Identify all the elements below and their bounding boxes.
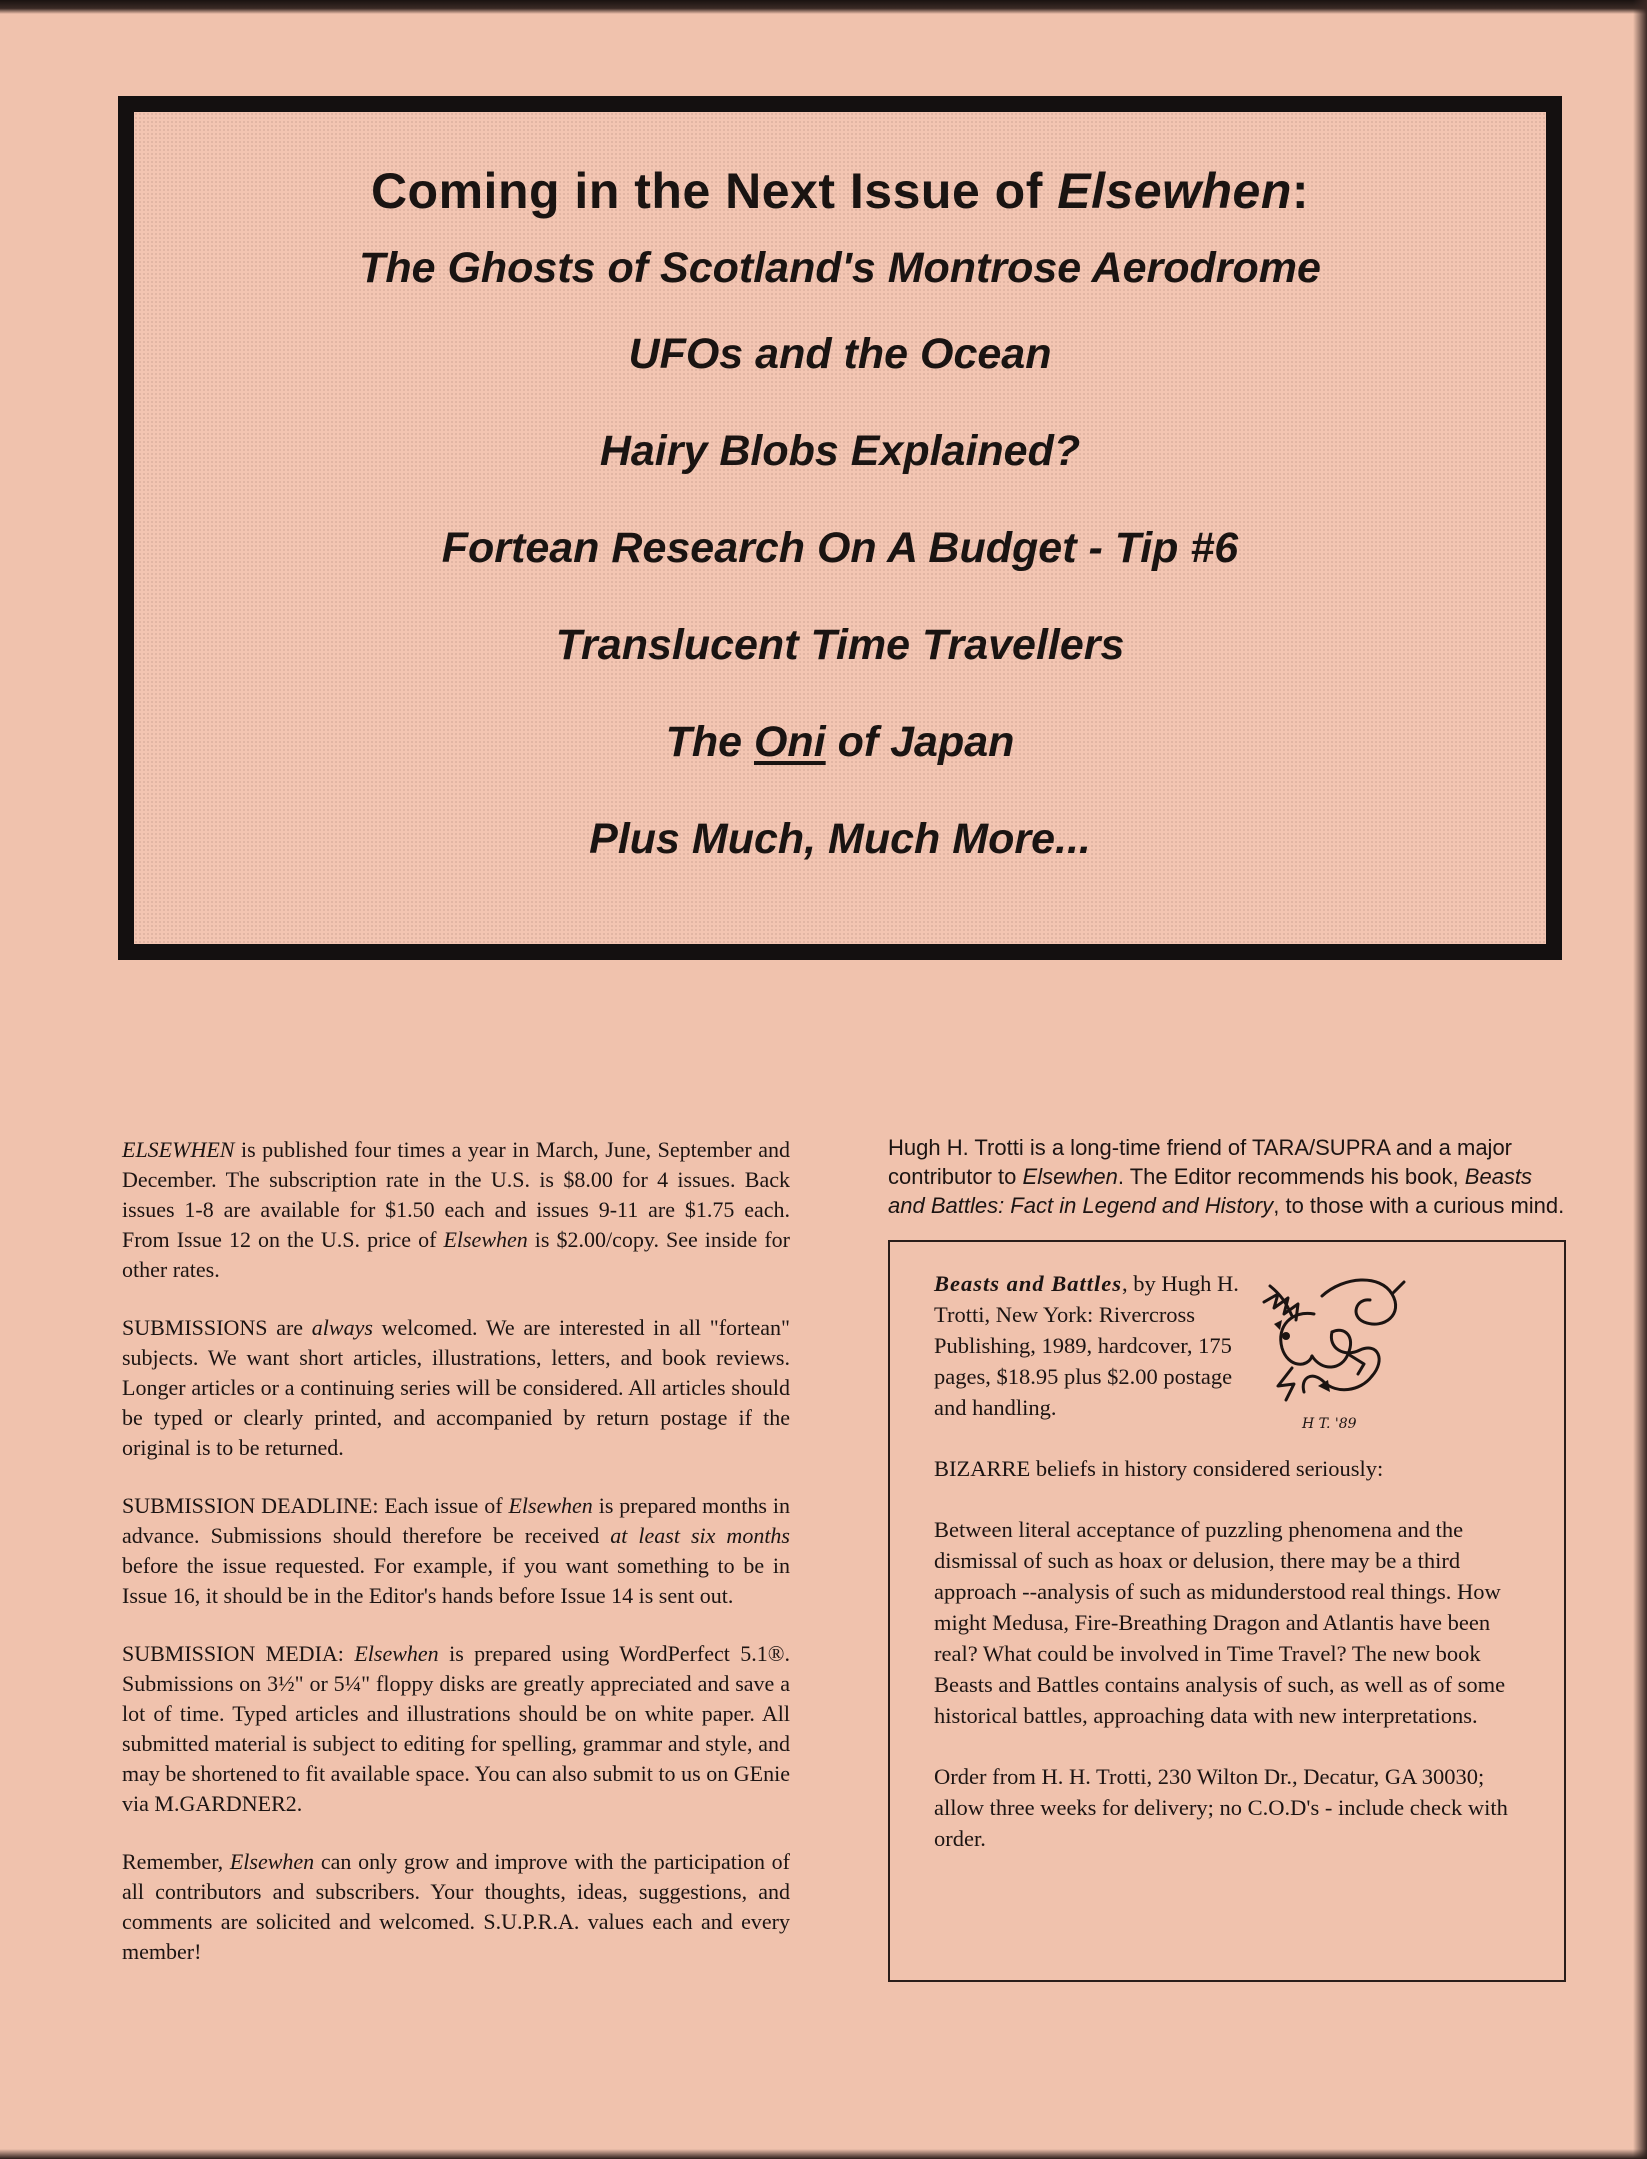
dragon-illustration — [1252, 1268, 1410, 1436]
upcoming-closing: Plus Much, Much More... — [589, 815, 1091, 863]
intro-magazine-title: Elsewhen — [1022, 1164, 1118, 1189]
publication-info-column — [122, 1135, 790, 1995]
media-paragraph — [122, 1639, 790, 1819]
submissions-text-2: welcomed. We are interested in all "fortean" subjects. We want short articles, illustrations, letters, and book reviews. Longer articles or a continuing series will be considered. All articles should be typed or clearly printed, and accompanied by return postage if the original is to be returned. — [122, 1315, 790, 1460]
media-title: Elsewhen — [354, 1641, 439, 1666]
closing-title: Elsewhen — [229, 1849, 315, 1874]
upcoming-articles-list — [134, 230, 1546, 888]
upcoming-article: The Ghosts of Scotland's Montrose Aerodrome — [359, 244, 1321, 292]
author-intro — [888, 1133, 1568, 1220]
publication-title: Elsewhen — [443, 1227, 528, 1252]
upcoming-article-oni — [134, 694, 1546, 791]
book-tagline: BIZARRE beliefs in history considered seriously: — [934, 1456, 1384, 1481]
oni-underlined: Oni — [753, 718, 826, 766]
upcoming-article: Fortean Research On A Budget - Tip #6 — [441, 524, 1239, 572]
submissions-paragraph — [122, 1313, 790, 1463]
upcoming-article: Hairy Blobs Explained? — [599, 427, 1081, 475]
deadline-title: Elsewhen — [508, 1493, 593, 1518]
banner-heading — [134, 162, 1546, 220]
book-title: Beasts and Battles — [934, 1271, 1123, 1296]
heading-magazine-title: Elsewhen — [1057, 163, 1292, 219]
deadline-text-2: is prepared months in advance. Submissions should therefore be received — [122, 1493, 790, 1548]
deadline-text-3: before the issue requested. For example, if you want something to be in Issue 16, it should be in the Editor's hands before Issue 14 is sent out. — [122, 1553, 790, 1608]
book-ad-box — [888, 1240, 1566, 1982]
next-issue-banner — [118, 96, 1562, 960]
intro-text-3: , to those with a curious mind. — [1273, 1193, 1565, 1218]
deadline-text-1: SUBMISSION DEADLINE: Each issue of — [122, 1493, 509, 1518]
closing-text-2: can only grow and improve with the participation of all contributors and subscribers. Your thoughts, ideas, suggestions, and comments are solicited and welcomed. S.U.P.R.A. values each and every member! — [122, 1849, 791, 1964]
closing-text-1: Remember, — [122, 1849, 230, 1874]
book-recommendation-column — [888, 1133, 1568, 1982]
book-citation — [934, 1268, 1264, 1423]
page-bottom-edge — [0, 2149, 1647, 2159]
publication-text-2: is $2.00/copy. See inside for other rates. — [122, 1227, 791, 1282]
upcoming-article: Translucent Time Travellers — [555, 621, 1125, 669]
heading-suffix: : — [1291, 163, 1310, 219]
book-description: Between literal acceptance of puzzling phenomena and the dismissal of such as hoax or delusion, there may be a third approach --analysis of such as midunderstood real things. How might Medusa, Fire-Breathing Dragon and Atlantis have been real? What could be involved in Time Travel? The new book Beasts and Battles contains analysis of such, as well as of some historical battles, approaching data with new interpretations. — [934, 1517, 1506, 1728]
intro-text-2: . The Editor recommends his book, — [1117, 1164, 1465, 1189]
submissions-emphasis: always — [311, 1315, 373, 1340]
book-citation-text: , by Hugh H. Trotti, New York: Rivercross Publishing, 1989, hardcover, 175 pages, $18.95 plus $2.00 postage and handling. — [934, 1271, 1239, 1420]
deadline-paragraph — [122, 1491, 790, 1611]
publication-name: ELSEWHEN — [122, 1137, 235, 1162]
media-text-1: SUBMISSION MEDIA: — [122, 1641, 355, 1666]
page-top-edge — [0, 0, 1647, 14]
intro-book-title: Beasts and Battles: Fact in Legend and History — [888, 1164, 1533, 1218]
oni-after: of Japan — [825, 718, 1015, 766]
publication-paragraph — [122, 1135, 790, 1285]
upcoming-article: UFOs and the Ocean — [628, 330, 1052, 378]
intro-text-1: Hugh H. Trotti is a long-time friend of TARA/SUPRA and a major contributor to — [888, 1135, 1513, 1189]
oni-before: The — [665, 718, 754, 766]
heading-prefix: Coming in the Next Issue of — [370, 163, 1058, 219]
page-right-edge — [1633, 0, 1647, 2159]
media-text-2: is prepared using WordPerfect 5.1®. Submissions on 3½" or 5¼" floppy disks are greatly appreciated and save a lot of time. Typed articles and illustrations should be on white paper. All submitted material is subject to editing for spelling, grammar and style, and may be shortened to fit available space. You can also submit to us on GEnie via M.GARDNER2. — [122, 1641, 790, 1816]
submissions-text-1: SUBMISSIONS are — [122, 1315, 312, 1340]
publication-text-1: is published four times a year in March, June, September and December. The subscription rate in the U.S. is $8.00 for 4 issues. Back issues 1-8 are available for $1.50 each and issues 9-11 are $1.75 each. From Issue 12 on the U.S. price of — [122, 1137, 790, 1252]
art-signature: H T. '89 — [1302, 1416, 1357, 1432]
order-info: Order from H. H. Trotti, 230 Wilton Dr., Decatur, GA 30030; allow three weeks for delivery; no C.O.D's - include check with order. — [934, 1764, 1508, 1851]
deadline-emphasis: at least six months — [610, 1523, 790, 1548]
closing-paragraph — [122, 1847, 790, 1967]
